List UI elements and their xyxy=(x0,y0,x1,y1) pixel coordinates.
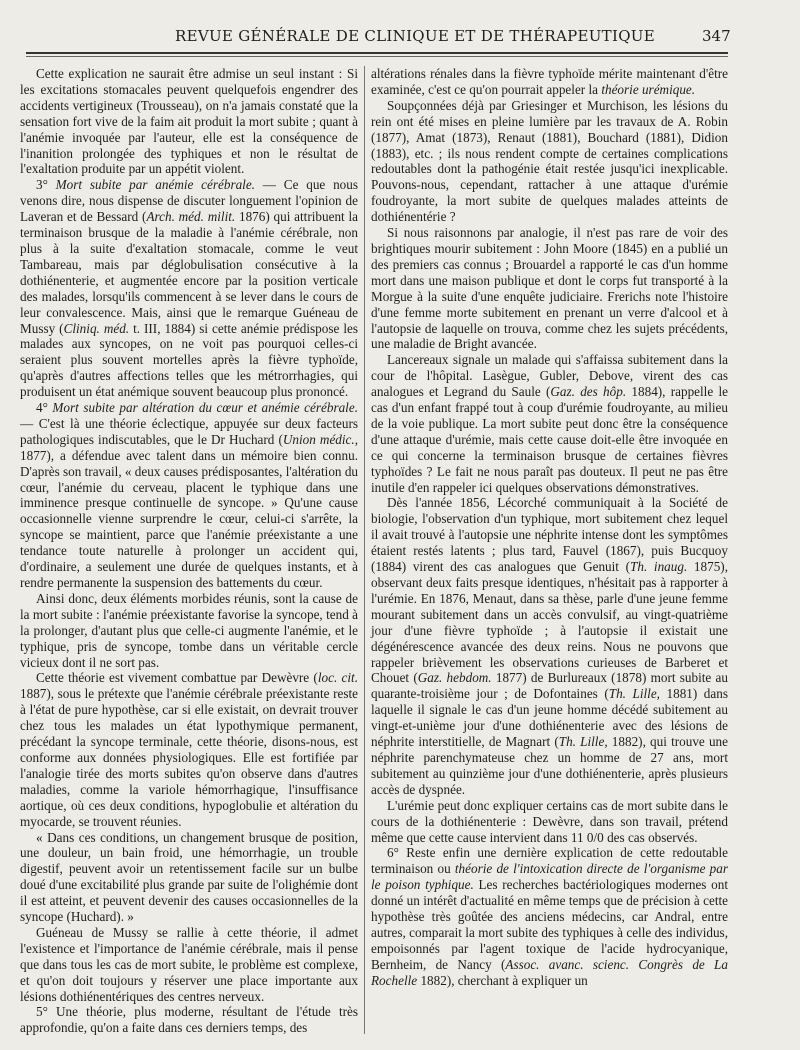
italic-term: théorie urémique. xyxy=(601,81,696,97)
page-number: 347 xyxy=(702,27,731,45)
paragraph: 3° Mort subite par anémie cérébrale. — Ce que nous venons dire, nous dispense de discuter longuement l'opinion de Laveran et de Bessard (Arch. méd. milit. 1876) qui attribuent la terminaison brusque de la maladie à l'anémie cérébrale, non plus à la suite d'exaltation stomacale, comme le veut Tambareau, mais par déglobulisation consécutive à la dothiénenterie, et augmentée encore par la position verticale des malades, lorsqu'ils commencent à se lever dans le cours de leur convalescence. Mais, ainsi que le remarque Guéneau de Mussy (Cliniq. méd. t. III, 1884) si cette anémie prédispose les malades aux syncopes, on ne voit pas pourquoi celles-ci seraient plus souvent mortelles après la fièvre typhoïde, qu'après d'autres affections telles que les métrorrhagies, qui produisent un état anémique souvent beaucoup plus prononcé. xyxy=(20,177,359,400)
citation: Gaz. des hôp. xyxy=(550,384,627,400)
column-divider xyxy=(364,66,365,1034)
citation: Th. Lille, xyxy=(608,686,660,702)
citation: Gaz. hebdom. xyxy=(417,670,492,686)
citation: loc. cit. xyxy=(317,670,359,686)
citation: Th. inaug. xyxy=(630,559,688,575)
paragraph: L'urémie peut donc expliquer certains cas de mort subite dans le cours de la dothiénenterie : Dewèvre, dans son travail, prétend même que cette cause intervient dans 11 0/0 des cas observés. xyxy=(371,797,728,845)
paragraph: Ainsi donc, deux éléments morbides réunis, sont la cause de la mort subite : l'anémie préexistante favorise la syncope, tend à la prolonger, d'autant plus que celle-ci augmente l'anémie, et le typhique, pris de syncope, tombe dans un véritable cercle vicieux dont il ne sort pas. xyxy=(20,590,358,670)
paragraph: 4° Mort subite par altération du cœur et anémie cérébrale. — C'est là une théorie éclectique, appuyée sur deux facteurs pathologiques indiscutables, que le Dr Huchard (Union médic., 1877), a défendue avec talent dans un mémoire bien connu. D'après son travail, « deux causes prédisposantes, l'altération du cœur, l'anémie du cerveau, placent le typhique dans une imminence presque continuelle de syncope. » Qu'une cause occasionnelle vienne surprendre le cœur, celui-ci s'arrête, la syncope se maintient, parce que l'anémie préexistante a une tendance toute naturelle à prolonger un accident qui, d'ordinaire, a seulement une durée de quelques instants, et à rendre permanente la suspension des battements du cœur. xyxy=(20,400,359,590)
italic-term: théorie de l'intoxication directe de l'organisme par le poison typhique. xyxy=(371,861,728,893)
citation: Arch. méd. milit. xyxy=(146,209,236,225)
paragraph: 6° Reste enfin une dernière explication de cette redoutable terminaison ou théorie de l'intoxication directe de l'organisme par le poison typhique. Les recherches bactériologiques modernes ont donné un intérêt d'actualité en même temps que de précision à cette hypothèse très goûtée des anciens médecins, car Andral, entre autres, comparait la mort subite des typhiques à celle des individus, empoisonnés par l'agent toxique de l'acide hydrocyanique, Bernheim, de Nancy (Assoc. avanc. scienc. Congrès de La Rochelle 1882), cherchant à expliquer un xyxy=(371,845,728,988)
citation: Cliniq. méd. xyxy=(63,320,130,336)
paragraph: Dès l'année 1856, Lécorché communiquait à la Société de biologie, l'observation d'un typhique, mort subitement chez lequel il avait trouvé à l'autopsie une néphrite intense dont les symptômes étaient restés latents ; plus tard, Fauvel (1867), puis Bucquoy (1884) virent des cas analogues que Genuit (Th. inaug. 1875), observant deux faits presque identiques, n'hésitait pas à rapporter à l'urémie. En 1876, Menaut, dans sa thèse, parle d'une jeune femme mourant subitement dans un accès convulsif, au vingt-quatrième jour d'une fièvre typhoïde ; à l'autopsie il existait une dégénérescence avancée des deux reins. Nous ne pouvons que rappeler brièvement les observations curieuses de Barberet et Chouet (Gaz. hebdom. 1877) de Burlureaux (1878) mort subite au quarante-troisième jour ; de Dofontaines (Th. Lille, 1881) dans laquelle il signale le cas d'un jeune homme décédé subitement au vingt-et-unième jour d'une dothiénenterie avec des lésions de néphrite interstitielle, de Magnart (Th. Lille, 1882), qui trouve une néphrite parenchymateuse chez un homme de 27 ans, mort subitement au quinzième jour d'une dothiénenterie, après plusieurs accès de dyspnée. xyxy=(371,495,728,797)
right-column xyxy=(371,66,728,989)
header-rule xyxy=(26,52,728,54)
paragraph: Cette explication ne saurait être admise un seul instant : Si les excitations stomacales peuvent quelquefois engendrer des accidents vertigineux (Trousseau), on n'a jamais constaté que la sensation fort vive de la faim ait produit la mort subite ; quant à l'anémie invoquée par l'auteur, elle est la conséquence de l'inanition prolongée des typhiques et non le résultat de l'exaltation produite par un appétit violent. xyxy=(20,66,358,177)
paragraph: 5° Une théorie, plus moderne, résultant de l'étude très approfondie, qu'on a faite dans ces derniers temps, des xyxy=(20,1004,358,1036)
paragraph: « Dans ces conditions, un changement brusque de position, une douleur, un bain froid, une hémorrhagie, un trouble digestif, peuvent avoir un retentissement facile sur un bulbe doué d'une excitabilité plus grande par suite de l'olighémie dont il est atteint, et peuvent devenir des causes occasionnelles de la syncope (Huchard). » xyxy=(20,829,358,925)
paragraph: Lancereaux signale un malade qui s'affaissa subitement dans la cour de l'hôpital. Lasègue, Gubler, Debove, virent des cas analogues et Legrand du Saule (Gaz. des hôp. 1884), rappelle le cas d'un enfant frappé tout à coup d'urémie foudroyante, au milieu de la voie publique. La mort subite peut donc être la conséquence d'une attaque d'urémie, mais cette cause doit-elle être invoquée en ce qui concerne la terminaison brusque de certaines fièvres typhoïdes ? Le fait ne nous paraît pas douteux. Il peut ne pas être inutile d'en rappeler ici quelques observations démonstratives. xyxy=(371,352,728,495)
section-heading: Mort subite par altération du cœur et anémie cérébrale. xyxy=(52,400,358,416)
citation: Th. Lille, xyxy=(558,734,608,750)
paragraph: Guéneau de Mussy se rallie à cette théorie, il admet l'existence et l'importance de l'anémie cérébrale, mais il pense que dans tous les cas de mort subite, le problème est complexe, et qu'on doit toujours y réserver une place importante aux lésions dothiénentériques des centres nerveux. xyxy=(20,924,358,1004)
journal-title: REVUE GÉNÉRALE DE CLINIQUE ET DE THÉRAPEUTIQUE xyxy=(175,27,655,45)
paragraph: Si nous raisonnons par analogie, il n'est pas rare de voir des brightiques mourir subitement : John Moore (1845) en a publié un des premiers cas connus ; Brouardel a rapporté le cas d'un homme mort dans une maison publique et dont le corps fut transporté à la Morgue à la suite d'une enquête judiciaire. Frerichs note l'histoire d'une femme morte subitement en prenant un verre d'alcool et à l'autopsie de laquelle on trouva, comme chez les sujets précédents, une maladie de Bright avancée. xyxy=(371,225,728,352)
citation: Assoc. avanc. scienc. Congrès de La Rochelle xyxy=(371,956,728,988)
paragraph: Soupçonnées déjà par Griesinger et Murchison, les lésions du rein ont été mises en pleine lumière par les travaux de A. Robin (1877), Amat (1873), Renaut (1881), Bouchard (1881), Didion (1883), etc. ; ils nous rendent compte de certaines complications redoutables dont la pathogénie était restée jusqu'ici inexplicable. Pouvons-nous, cependant, rattacher à une attaque d'urémie foudroyante, la mort subite de quelques malades atteints de dothiénentérie ? xyxy=(371,97,728,225)
paragraph: Cette théorie est vivement combattue par Dewèvre (loc. cit. 1887), sous le prétexte que l'anémie cérébrale préexistante reste à l'état de pure hypothèse, car si elle existait, on devrait trouver chez tous les malades un état lypothymique permanent, précédant la syncope terminale, cette théorie, disons-nous, est conforme aux données physiologiques. Elle est fortifiée par l'analogie tirée des morts subites qu'on observe dans d'autres maladies, comme la variole hémorrhagique, l'insuffisance aortique, où ces deux conditions, hypoglobulie et altération du myocarde, se trouvent réunies. xyxy=(20,670,359,829)
running-header xyxy=(0,20,800,46)
citation: Union médic. xyxy=(282,431,355,447)
left-column xyxy=(20,66,358,1036)
paragraph: altérations rénales dans la fièvre typhoïde mérite maintenant d'être examinée, c'est ce qu'on pourrait appeler la théorie urémique. xyxy=(371,66,728,97)
header-rule-thin xyxy=(26,56,728,57)
section-heading: Mort subite par anémie cérébrale. xyxy=(55,177,255,193)
